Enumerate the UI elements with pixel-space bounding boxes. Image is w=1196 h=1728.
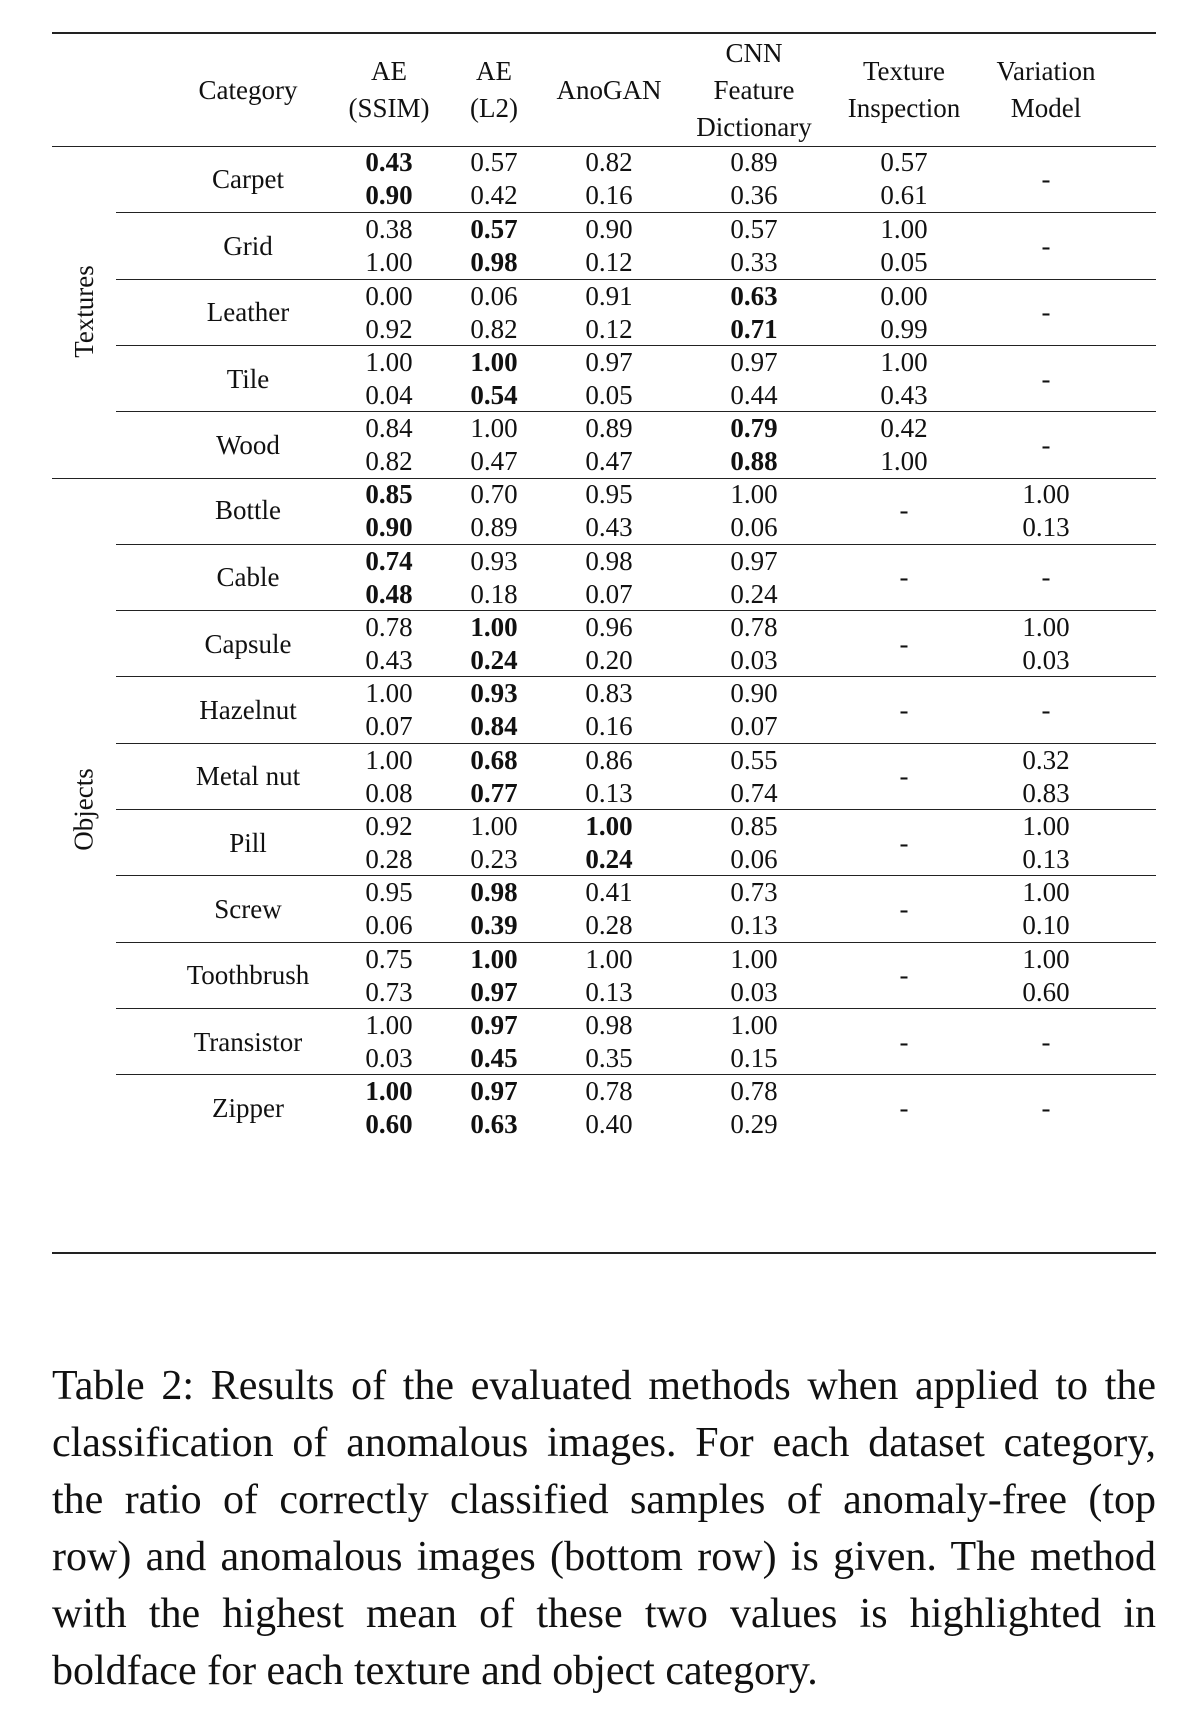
not-applicable-dash: -: [899, 893, 909, 924]
value-anomaly-free: 0.95: [585, 478, 633, 509]
value-anomaly-free: 0.38: [365, 214, 413, 245]
column-header-line: (L2): [470, 93, 518, 123]
value-anomaly-free: 0.41: [585, 877, 633, 908]
value-anomalous: 0.43: [365, 645, 413, 676]
value-anomalous: 0.99: [880, 313, 928, 344]
value-anomalous: 0.24: [730, 578, 778, 609]
value-anomalous: 0.06: [365, 910, 413, 941]
column-header-line: CNN: [725, 37, 783, 68]
value-anomaly-free: 0.63: [730, 280, 778, 311]
table-row: [116, 743, 1156, 810]
value-anomalous: 0.90: [365, 180, 413, 210]
value-anomalous: 0.35: [585, 1042, 633, 1073]
table-row: [116, 212, 1156, 279]
value-anomalous: 0.47: [585, 446, 633, 477]
value-anomaly-free: 1.00: [470, 612, 518, 643]
value-anomaly-free: 1.00: [880, 346, 928, 377]
value-anomaly-free: 1.00: [880, 214, 928, 245]
value-anomalous: 0.33: [730, 247, 778, 278]
value-anomaly-free: 1.00: [470, 346, 518, 377]
table-row: [116, 146, 1156, 212]
value-anomalous: 0.44: [730, 379, 778, 410]
value-anomalous: 0.20: [585, 645, 633, 676]
not-applicable-dash: -: [899, 1092, 909, 1123]
value-anomaly-free: 0.00: [365, 280, 413, 311]
value-anomaly-free: 1.00: [585, 943, 633, 974]
value-anomaly-free: 1.00: [470, 413, 518, 444]
value-anomalous: 0.83: [1022, 777, 1070, 808]
not-applicable-dash: -: [899, 1026, 909, 1057]
value-anomaly-free: 0.83: [585, 678, 633, 709]
not-applicable-dash: -: [899, 495, 909, 526]
not-applicable-dash: -: [899, 562, 909, 593]
value-anomalous: 1.00: [880, 446, 928, 477]
column-header: [976, 34, 1116, 146]
not-applicable-dash: -: [1041, 695, 1051, 726]
value-anomaly-free: 0.97: [730, 545, 778, 576]
value-anomalous: 0.06: [730, 511, 778, 542]
table-caption: Table 2: Results of the evaluated methods when applied to the classification of anomalous images. For each dataset category, the ratio of correctly classified samples of anomaly-free (top row) and anomalous images (bottom row) is given. The method with the highest mean of these two values is highlighted in boldface for each texture and object category.: [52, 1363, 1156, 1694]
column-header-line: AnoGAN: [556, 74, 662, 105]
value-anomaly-free: 1.00: [365, 1076, 413, 1107]
value-anomaly-free: 0.75: [365, 943, 413, 974]
value-anomaly-free: 1.00: [730, 943, 778, 974]
value-anomaly-free: 0.97: [730, 346, 778, 377]
value-anomaly-free: 1.00: [365, 678, 413, 709]
value-anomaly-free: 0.00: [880, 280, 928, 311]
value-anomaly-free: 0.06: [470, 280, 518, 311]
value-anomaly-free: 0.97: [470, 1076, 518, 1107]
value-anomaly-free: 0.95: [365, 877, 413, 908]
value-anomalous: 0.13: [730, 910, 778, 941]
category-name: Capsule: [204, 628, 292, 659]
value-anomaly-free: 1.00: [730, 478, 778, 509]
value-anomaly-free: 0.96: [585, 612, 633, 643]
column-header-line: (SSIM): [348, 93, 430, 123]
value-anomaly-free: 0.82: [585, 147, 633, 177]
column-header: [679, 34, 829, 146]
group-label: [52, 478, 116, 1141]
value-anomalous: 0.18: [470, 578, 518, 609]
value-anomalous: 0.77: [470, 777, 518, 808]
not-applicable-dash: -: [899, 761, 909, 792]
category-name: Zipper: [212, 1092, 284, 1123]
value-anomaly-free: 0.78: [730, 1076, 778, 1107]
value-anomaly-free: 1.00: [1022, 612, 1070, 643]
value-anomalous: 0.28: [585, 910, 633, 941]
group-label: [52, 146, 116, 478]
value-anomalous: 0.24: [585, 844, 633, 874]
value-anomalous: 0.03: [1022, 645, 1070, 676]
table-row: [116, 279, 1156, 346]
value-anomalous: 0.13: [585, 777, 633, 808]
value-anomalous: 0.43: [880, 379, 928, 410]
column-header: [539, 34, 679, 146]
value-anomaly-free: 0.57: [880, 147, 928, 177]
value-anomaly-free: 0.57: [730, 214, 778, 245]
not-applicable-dash: -: [899, 695, 909, 726]
value-anomaly-free: 0.78: [730, 612, 778, 643]
not-applicable-dash: -: [1041, 429, 1051, 460]
table-row: [116, 544, 1156, 611]
value-anomalous: 0.40: [585, 1109, 633, 1140]
table-row: [116, 478, 1156, 544]
value-anomalous: 0.90: [365, 511, 413, 542]
category-name: Transistor: [193, 1026, 303, 1057]
column-header-line: Category: [198, 74, 298, 105]
value-anomaly-free: 0.90: [585, 214, 633, 245]
not-applicable-dash: -: [1041, 1092, 1051, 1123]
column-header-line: AE: [476, 56, 512, 86]
value-anomaly-free: 0.70: [470, 478, 518, 509]
category-name: Toothbrush: [186, 960, 310, 991]
value-anomalous: 0.12: [585, 247, 633, 278]
value-anomalous: 0.97: [470, 976, 518, 1007]
value-anomalous: 0.89: [470, 511, 518, 542]
not-applicable-dash: -: [1041, 297, 1051, 328]
category-name: Pill: [229, 827, 267, 858]
value-anomalous: 1.00: [365, 247, 413, 278]
value-anomalous: 0.61: [880, 180, 928, 210]
value-anomaly-free: 0.90: [730, 678, 778, 709]
table-row: [116, 1074, 1156, 1141]
table-row: [116, 875, 1156, 942]
category-name: Screw: [214, 893, 282, 924]
value-anomaly-free: 0.98: [585, 545, 633, 576]
group-label-text: Objects: [68, 767, 99, 851]
value-anomaly-free: 0.57: [470, 214, 518, 245]
value-anomalous: 0.15: [730, 1042, 778, 1073]
value-anomalous: 0.45: [470, 1042, 518, 1073]
value-anomalous: 0.05: [585, 379, 633, 410]
not-applicable-dash: -: [1041, 230, 1051, 261]
value-anomalous: 0.29: [730, 1109, 778, 1140]
category-name: Hazelnut: [199, 695, 297, 726]
value-anomaly-free: 1.00: [470, 943, 518, 974]
value-anomaly-free: 1.00: [1022, 943, 1070, 974]
value-anomaly-free: 1.00: [365, 1009, 413, 1040]
value-anomaly-free: 1.00: [1022, 811, 1070, 841]
value-anomalous: 0.71: [730, 313, 778, 344]
value-anomaly-free: 0.85: [730, 811, 778, 841]
value-anomaly-free: 1.00: [1022, 877, 1070, 908]
value-anomaly-free: 0.89: [585, 413, 633, 444]
value-anomaly-free: 0.97: [470, 1009, 518, 1040]
not-applicable-dash: -: [1041, 163, 1051, 194]
value-anomalous: 0.60: [1022, 976, 1070, 1007]
value-anomaly-free: 0.78: [365, 612, 413, 643]
value-anomaly-free: 1.00: [470, 811, 518, 841]
category-name: Cable: [216, 562, 280, 593]
category-name: Tile: [226, 363, 270, 394]
value-anomaly-free: 0.98: [470, 877, 518, 908]
value-anomaly-free: 0.43: [365, 147, 413, 177]
value-anomalous: 0.13: [585, 976, 633, 1007]
category-name: Wood: [216, 429, 280, 460]
value-anomalous: 0.73: [365, 976, 413, 1007]
value-anomalous: 0.04: [365, 379, 413, 410]
value-anomalous: 0.03: [730, 976, 778, 1007]
value-anomalous: 0.92: [365, 313, 413, 344]
value-anomaly-free: 0.32: [1022, 744, 1070, 775]
value-anomalous: 0.82: [470, 313, 518, 344]
category-name: Leather: [206, 297, 290, 328]
value-anomalous: 0.60: [365, 1109, 413, 1140]
value-anomalous: 0.88: [730, 446, 778, 477]
value-anomalous: 0.16: [585, 711, 633, 742]
value-anomalous: 0.98: [470, 247, 518, 278]
value-anomaly-free: 0.85: [365, 478, 413, 509]
value-anomalous: 0.13: [1022, 511, 1070, 542]
value-anomalous: 0.07: [730, 711, 778, 742]
value-anomaly-free: 0.78: [585, 1076, 633, 1107]
column-header: [334, 34, 444, 146]
value-anomaly-free: 0.79: [730, 413, 778, 444]
category-name: Grid: [223, 230, 273, 261]
value-anomalous: 0.03: [365, 1042, 413, 1073]
value-anomalous: 0.36: [730, 180, 778, 210]
value-anomalous: 0.23: [470, 844, 518, 874]
column-header: [829, 34, 979, 146]
value-anomaly-free: 0.86: [585, 744, 633, 775]
table-row: [116, 610, 1156, 677]
value-anomaly-free: 0.93: [470, 545, 518, 576]
not-applicable-dash: -: [899, 960, 909, 991]
results-table-wrapper: [52, 32, 1156, 1254]
not-applicable-dash: -: [899, 827, 909, 858]
value-anomalous: 0.42: [470, 180, 518, 210]
value-anomalous: 0.03: [730, 645, 778, 676]
value-anomalous: 0.82: [365, 446, 413, 477]
category-name: Metal nut: [195, 761, 301, 792]
value-anomaly-free: 0.98: [585, 1009, 633, 1040]
value-anomaly-free: 0.91: [585, 280, 633, 311]
column-header: [168, 34, 328, 146]
value-anomaly-free: 0.89: [730, 147, 778, 177]
value-anomalous: 0.47: [470, 446, 518, 477]
value-anomaly-free: 0.97: [585, 346, 633, 377]
value-anomalous: 0.84: [470, 711, 518, 742]
value-anomalous: 0.06: [730, 844, 778, 874]
category-name: Carpet: [212, 163, 284, 194]
column-header-line: Feature: [713, 74, 795, 105]
value-anomalous: 0.39: [470, 910, 518, 941]
column-header-line: Model: [1010, 93, 1082, 123]
value-anomalous: 0.12: [585, 313, 633, 344]
column-header: [454, 34, 534, 146]
column-header-line: Dictionary: [696, 111, 812, 142]
column-header-line: Variation: [996, 56, 1096, 86]
value-anomaly-free: 1.00: [1022, 478, 1070, 509]
value-anomalous: 0.05: [880, 247, 928, 278]
column-header-line: AE: [371, 56, 407, 86]
results-table: [52, 32, 1156, 1254]
column-header-line: Inspection: [847, 93, 961, 123]
value-anomaly-free: 1.00: [365, 346, 413, 377]
value-anomalous: 0.10: [1022, 910, 1070, 941]
value-anomaly-free: 1.00: [365, 744, 413, 775]
group-label-text: Textures: [68, 265, 99, 359]
value-anomalous: 0.07: [365, 711, 413, 742]
value-anomaly-free: 0.55: [730, 744, 778, 775]
not-applicable-dash: -: [1041, 363, 1051, 394]
value-anomalous: 0.28: [365, 844, 413, 874]
value-anomaly-free: 0.93: [470, 678, 518, 709]
value-anomalous: 0.74: [730, 777, 778, 808]
table-row: [116, 809, 1156, 876]
table-row: [116, 942, 1156, 1009]
value-anomaly-free: 0.84: [365, 413, 413, 444]
value-anomaly-free: 1.00: [730, 1009, 778, 1040]
value-anomaly-free: 1.00: [585, 811, 633, 841]
value-anomaly-free: 0.92: [365, 811, 413, 841]
value-anomalous: 0.24: [470, 645, 518, 676]
value-anomalous: 0.63: [470, 1109, 518, 1140]
value-anomalous: 0.13: [1022, 844, 1070, 874]
value-anomalous: 0.07: [585, 578, 633, 609]
value-anomaly-free: 0.57: [470, 147, 518, 177]
value-anomaly-free: 0.42: [880, 413, 928, 444]
table-header: [52, 34, 1156, 147]
table-row: [116, 1008, 1156, 1075]
value-anomaly-free: 0.68: [470, 744, 518, 775]
value-anomalous: 0.48: [365, 578, 413, 609]
not-applicable-dash: -: [1041, 1026, 1051, 1057]
table-row: [116, 411, 1156, 478]
value-anomaly-free: 0.73: [730, 877, 778, 908]
not-applicable-dash: -: [1041, 562, 1051, 593]
table-row: [116, 676, 1156, 743]
not-applicable-dash: -: [899, 628, 909, 659]
table-row: [116, 345, 1156, 412]
value-anomalous: 0.08: [365, 777, 413, 808]
column-header-line: Texture: [862, 56, 946, 86]
category-name: Bottle: [215, 495, 281, 526]
value-anomalous: 0.54: [470, 379, 518, 410]
value-anomaly-free: 0.74: [365, 545, 413, 576]
value-anomalous: 0.16: [585, 180, 633, 210]
value-anomalous: 0.43: [585, 511, 633, 542]
